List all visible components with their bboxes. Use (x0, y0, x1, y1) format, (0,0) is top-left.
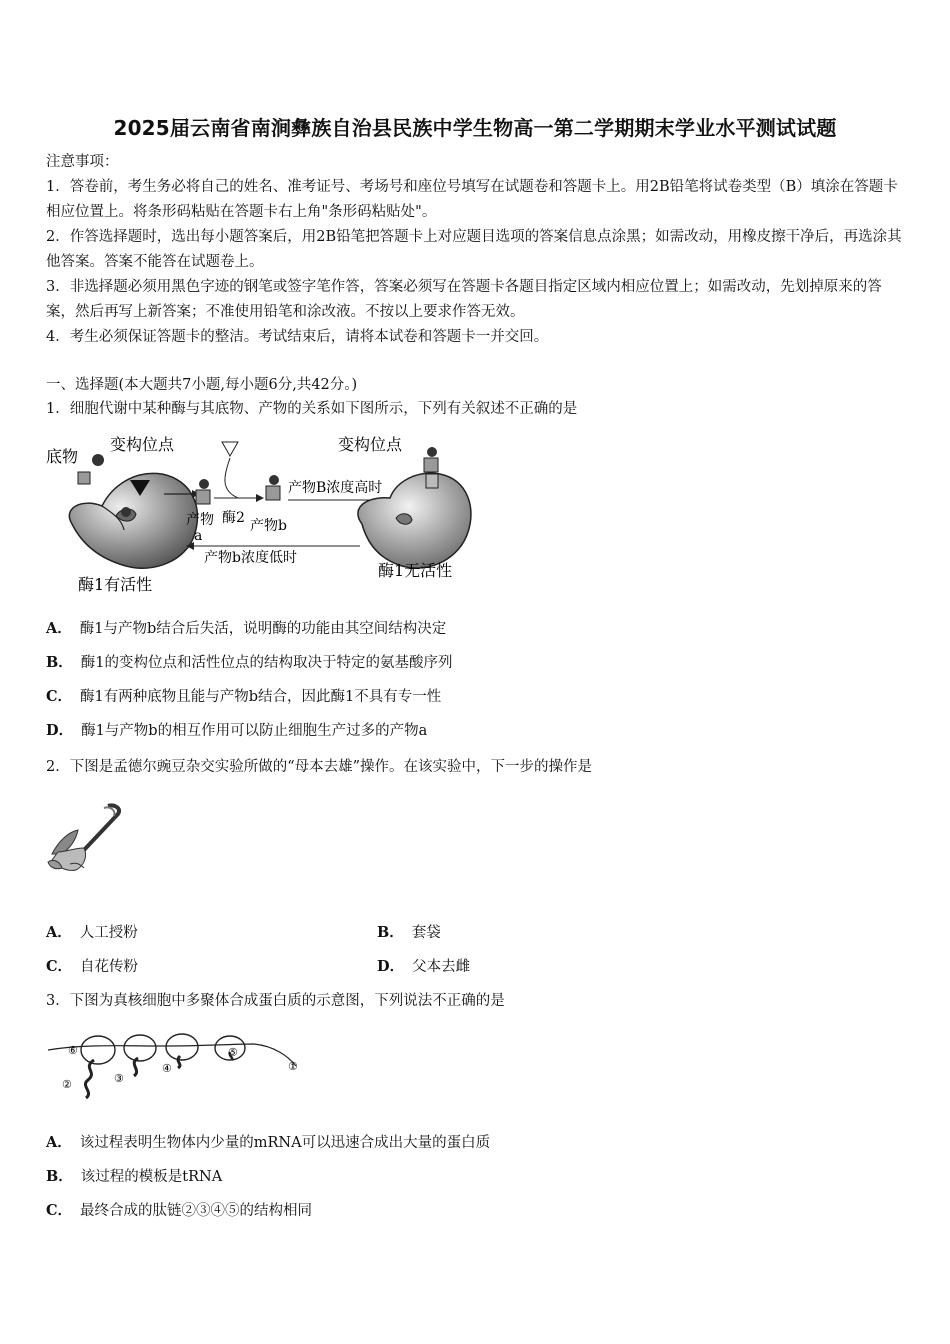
option-text: 自花传粉 (80, 959, 139, 975)
label-inactive: 酶1无活性 (378, 561, 453, 580)
note-item-1: 1．答卷前，考生务必将自己的姓名、准考证号、考场号和座位号填写在试题卷和答题卡上。用2B铅笔将试卷类型（B）填涂在答题卡相应位置上。将条形码粘贴在答题卡右上角"条形码粘贴处"。 (46, 179, 898, 220)
q1-stem: 1．细胞代谢中某种酶与其底物、产物的关系如下图所示，下列有关叙述不正确的是 (46, 401, 578, 417)
q2-option-c (46, 956, 138, 978)
option-letter: A． (46, 1134, 72, 1151)
label-substrate: 底物 (46, 447, 79, 466)
q2-option-b (377, 922, 441, 944)
label-low-b: 产物b浓度低时 (204, 550, 297, 566)
option-letter: B． (46, 654, 73, 671)
label-enzyme2: 酶2 (222, 510, 245, 526)
q1-option-c (46, 686, 441, 708)
q3-option-a (46, 1132, 490, 1154)
q3-polysome-diagram (44, 1024, 314, 1104)
note-item-2: 2．作答选择题时，选出每小题答案后，用2B铅笔把答题卡上对应题目选项的答案信息点涂黑；如需改动，用橡皮擦干净后，再选涂其他答案。答案不能答在试题卷上。 (46, 229, 902, 270)
q2-emasculation-drawing (44, 802, 144, 882)
substrate-cube (78, 472, 90, 484)
q2-stem: 2．下图是孟德尔豌豆杂交实验所做的“母本去雄”操作。在该实验中，下一步的操作是 (46, 759, 593, 775)
q2-option-a (46, 922, 138, 944)
option-letter: D． (46, 722, 74, 739)
option-letter: C． (46, 1202, 73, 1219)
label-product-a-1: 产物 (186, 512, 214, 528)
option-letter: B． (46, 1168, 73, 1185)
option-letter: A． (46, 924, 72, 941)
option-text: 酶1与产物b的相互作用可以防止细胞生产过多的产物a (81, 723, 428, 739)
option-text: 酶1有两种底物且能与产物b结合，因此酶1不具有专一性 (80, 689, 442, 705)
option-text: 酶1与产物b结合后失活，说明酶的功能由其空间结构决定 (79, 621, 447, 637)
note-item-4: 4．考生必须保证答题卡的整洁。考试结束后，请将本试卷和答题卡一并交回。 (46, 329, 549, 345)
label-1: ① (288, 1060, 298, 1073)
page-title: 2025届云南省南涧彝族自治县民族中学生物高一第二学期期末学业水平测试试题 (113, 116, 837, 140)
note-item-3: 3．非选择题必须用黑色字迹的钢笔或签字笔作答，答案必须写在答题卡各题目指定区域内相应位置上；如需改动，先划掉原来的答案，然后再写上新答案；不准使用铅笔和涂改液。不按以上要求作答无效。 (46, 279, 882, 320)
option-letter: A． (46, 620, 72, 637)
label-product-a-2: a (194, 528, 203, 544)
substrate-ball (92, 454, 104, 466)
option-text: 人工授粉 (79, 925, 138, 941)
q3-option-b (46, 1166, 222, 1188)
mrna-strand (48, 1044, 296, 1066)
notes-heading: 注意事项： (46, 154, 119, 170)
section-heading: 一、选择题(本大题共7小题,每小题6分,共42分。) (46, 377, 358, 393)
option-text: 父本去雌 (412, 959, 471, 975)
q3-option-c (46, 1200, 312, 1222)
option-text: 酶1的变构位点和活性位点的结构取决于特定的氨基酸序列 (80, 655, 453, 671)
label-5: ⑤ (228, 1046, 238, 1059)
q1-option-b (46, 652, 453, 674)
option-letter: C． (46, 958, 73, 975)
label-product-b: 产物b (250, 518, 287, 534)
label-2: ② (62, 1078, 72, 1091)
label-3: ③ (114, 1072, 124, 1085)
label-active: 酶1有活性 (78, 575, 153, 594)
label-6: ⑥ (68, 1044, 78, 1057)
q1-enzyme-diagram (44, 428, 484, 598)
option-letter: D． (377, 958, 405, 975)
label-allosteric-right: 变构位点 (338, 435, 403, 454)
option-text: 该过程的模板是tRNA (80, 1169, 223, 1185)
label-4: ④ (162, 1062, 172, 1075)
enzyme1-active-shape (69, 473, 197, 568)
q3-stem: 3．下图为真核细胞中多聚体合成蛋白质的示意图，下列说法不正确的是 (46, 993, 505, 1009)
option-letter: B． (377, 924, 404, 941)
option-text: 套袋 (411, 925, 441, 941)
option-text: 该过程表明生物体内少量的mRNA可以迅速合成出大量的蛋白质 (79, 1135, 491, 1151)
q2-option-d (377, 956, 470, 978)
option-text: 最终合成的肽链②③④⑤的结构相同 (80, 1203, 313, 1219)
option-letter: C． (46, 688, 73, 705)
q1-option-d (46, 720, 427, 742)
notes-section (46, 150, 906, 350)
label-high-b: 产物B浓度高时 (288, 480, 383, 496)
label-allosteric-left: 变构位点 (110, 435, 175, 454)
q1-option-a (46, 618, 446, 640)
